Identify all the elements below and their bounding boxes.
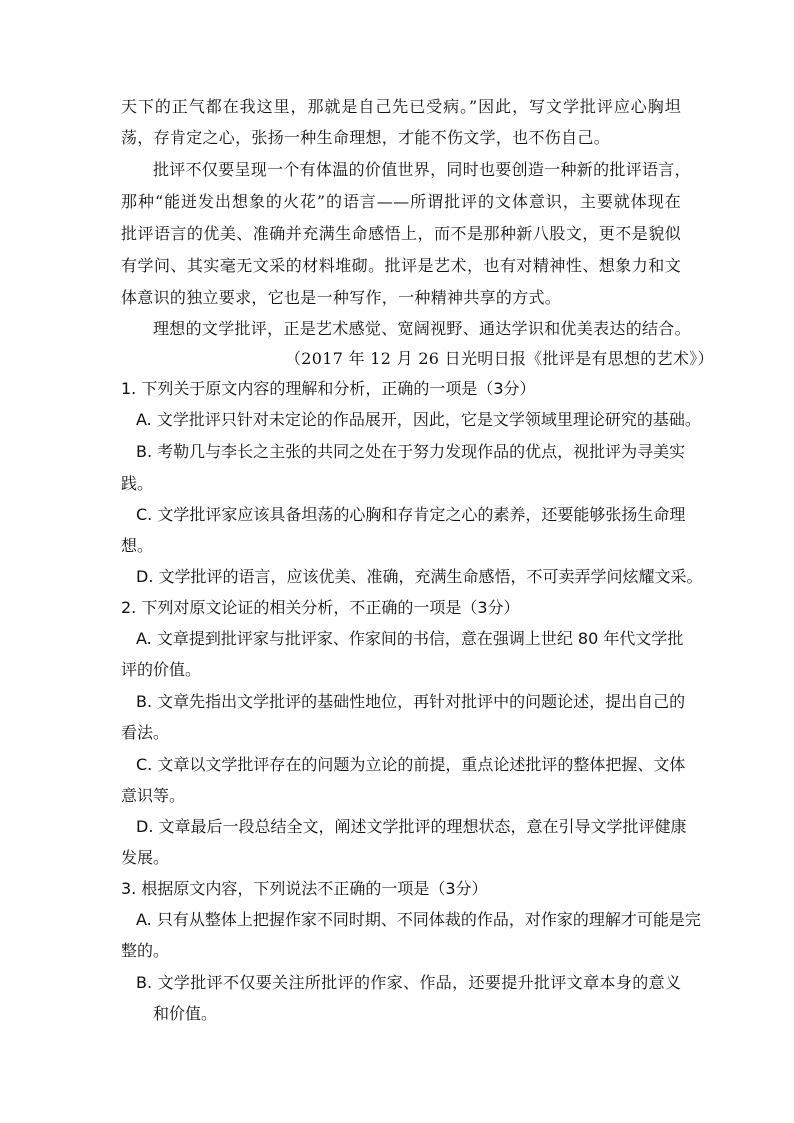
passage-line-1: 天下的正气都在我这里，那就是自己先已受病。”因此，写文学批评应心胸坦 [121,97,681,116]
q3-option-a: A. 只有从整体上把握作家不同时期、不同体裁的作品，对作家的理解才可能是完 [136,910,701,929]
q3-option-a-cont: 整的。 [121,941,170,960]
question-3-title: 3. 根据原文内容，下列说法不正确的一项是（3分） [121,879,488,898]
q3-option-b-cont: 和价值。 [153,1004,218,1023]
question-1-title: 1. 下列关于原文内容的理解和分析，正确的一项是（3分） [121,379,536,398]
q2-option-a: A. 文章提到批评家与批评家、作家间的书信，意在强调上世纪 80 年代文学批 [136,629,684,648]
q1-option-d: D. 文学批评的语言，应该优美、准确，充满生命感悟，不可卖弄学问炫耀文采。 [136,567,703,586]
q1-option-a: A. 文学批评只针对未定论的作品展开，因此，它是文学领域里理论研究的基础。 [136,410,701,429]
q2-option-a-cont: 评的价值。 [121,660,202,679]
passage-line-5: 批评语言的优美、准确并充满生命感悟上，而不是那种新八股文，更不是貌似 [121,224,681,243]
q3-option-b: B. 文学批评不仅要关注所批评的作家、作品，还要提升批评文章本身的意义 [136,973,681,992]
passage-line-8: 理想的文学批评，正是艺术感觉、宽阔视野、通达学识和优美表达的结合。 [153,319,691,338]
q2-option-b-cont: 看法。 [121,723,170,742]
q2-option-b: B. 文章先指出文学批评的基础性地位，再针对批评中的问题论述，提出自己的 [136,692,686,711]
passage-line-7: 体意识的独立要求，它也是一种写作，一种精神共享的方式。 [121,288,562,307]
q1-option-b: B. 考勒几与李长之主张的共同之处在于努力发现作品的优点，视批评为寻美实 [136,442,686,461]
passage-line-6: 有学问、其实毫无文采的材料堆砌。批评是艺术，也有对精神性、想象力和文 [121,256,681,275]
q2-option-d-cont: 发展。 [121,848,170,867]
passage-source: （2017 年 12 月 26 日光明日报《批评是有思想的艺术》） [285,349,714,368]
q2-option-c-cont: 意识等。 [121,786,186,805]
passage-line-2: 荡，存肯定之心，张扬一种生命理想，才能不伤文学，也不伤自己。 [121,128,611,147]
q1-option-c: C. 文学批评家应该具备坦荡的心胸和存肯定之心的素养，还要能够张扬生命理 [136,505,686,524]
q1-option-b-cont: 践。 [121,474,154,493]
q1-option-c-cont: 想。 [121,536,154,555]
passage-line-3: 批评不仅要呈现一个有体温的价值世界，同时也要创造一种新的批评语言， [153,160,691,179]
q2-option-d: D. 文章最后一段总结全文，阐述文学批评的理想状态，意在引导文学批评健康 [136,817,687,836]
passage-line-4: 那种“能迸发出想象的火花”的语言——所谓批评的文体意识，主要就体现在 [121,192,681,211]
q2-option-c: C. 文章以文学批评存在的问题为立论的前提，重点论述批评的整体把握、文体 [136,755,686,774]
question-2-title: 2. 下列对原文论证的相关分析，不正确的一项是（3分） [121,598,520,617]
